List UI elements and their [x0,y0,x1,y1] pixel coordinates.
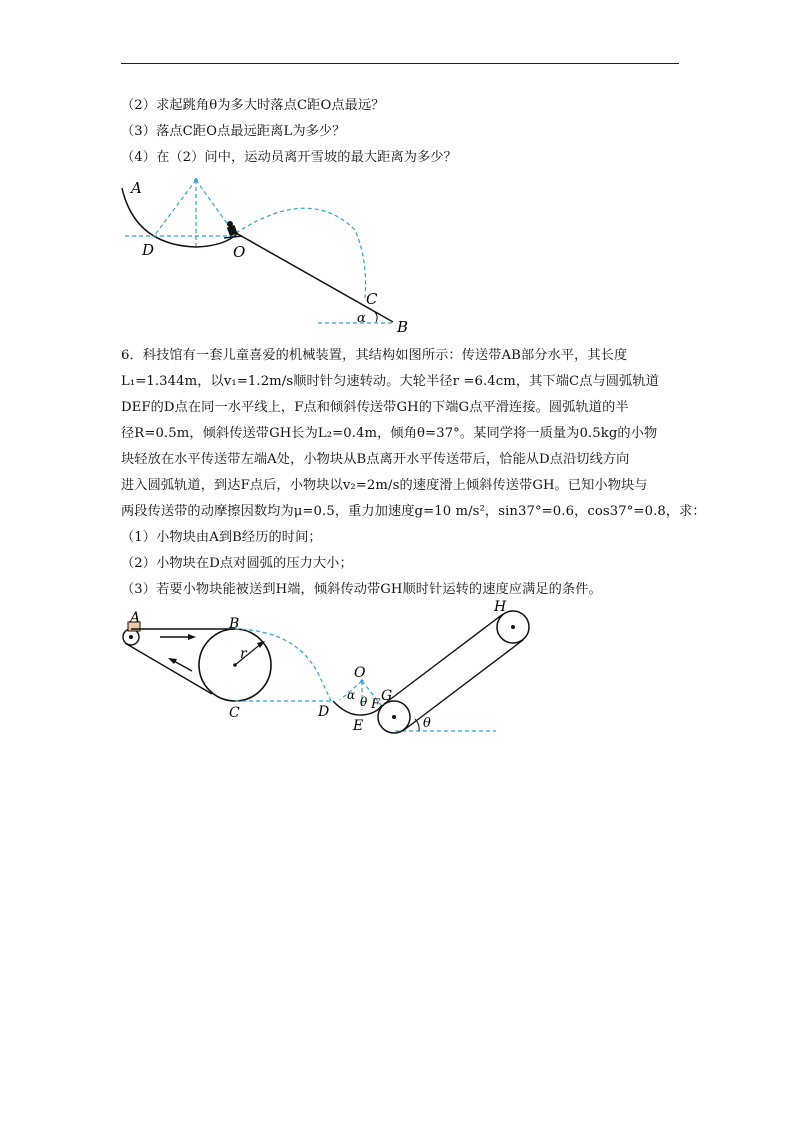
label-O: O [233,243,246,261]
q6-line-4: 径R=0.5m，倾斜传送带GH长为L₂=0.4m，倾角θ=37°。某同学将一质量为0.5kg的小物 [121,426,658,441]
label-B: B [397,318,409,336]
label6-r: r [240,646,247,662]
q5-item-4: （4）在（2）问中，运动员离开雪坡的最大距离为多少？ [121,150,457,165]
label6-theta: θ [423,716,431,731]
q6-line-2: L₁=1.344m，以v₁=1.2m/s顺时针匀速转动。大轮半径r =6.4cm，其下端C点与圆弧轨道 [121,374,659,389]
label6-F: F [371,697,381,712]
label-alpha: α [357,311,366,326]
label6-A: A [130,610,141,626]
q6-line-6: 进入圆弧轨道，到达F点后，小物块以v₂=2m/s的速度滑上倾斜传送带GH。已知小物块与 [121,478,648,493]
label6-theta-left: θ [360,695,368,709]
label6-H: H [494,599,507,615]
q6-line-5: 块轻放在水平传送带左端A处，小物块从B点离开水平传送带后，恰能从D点沿切线方向 [121,452,630,467]
q5-item-3: （3）落点C距O点最远距离L为多少？ [121,124,346,139]
label6-E: E [353,718,364,734]
q6-item-2: （2）小物块在D点对圆弧的压力大小； [121,556,353,571]
label6-alpha: α [347,688,356,702]
q6-item-1: （1）小物块由A到B经历的时间； [121,530,322,545]
label-D: D [142,241,155,259]
label-C: C [366,290,378,308]
q6-line-7: 两段传送带的动摩擦因数均为μ=0.5，重力加速度g=10 m/s²，sin37°=0.6，cos37°=0.8，求： [121,504,706,519]
q6-line-3: DEF的D点在同一水平线上，F点和倾斜传送带GH的下端G点平滑连接。圆弧轨道的半 [121,400,629,415]
q5-item-2: （2）求起跳角θ为多大时落点C距O点最远？ [121,98,385,113]
label6-G: G [381,688,393,704]
label6-O: O [354,665,366,681]
label6-C: C [229,705,240,721]
label-A: A [131,179,142,197]
label6-D: D [318,704,330,720]
q6-line-1: 6．科技馆有一套儿童喜爱的机械装置，其结构如图所示：传送带AB部分水平，其长度 [121,348,628,363]
q6-item-3: （3）若要小物块能被送到H端，倾斜传动带GH顺时针运转的速度应满足的条件。 [121,582,602,597]
label6-B: B [229,616,240,632]
